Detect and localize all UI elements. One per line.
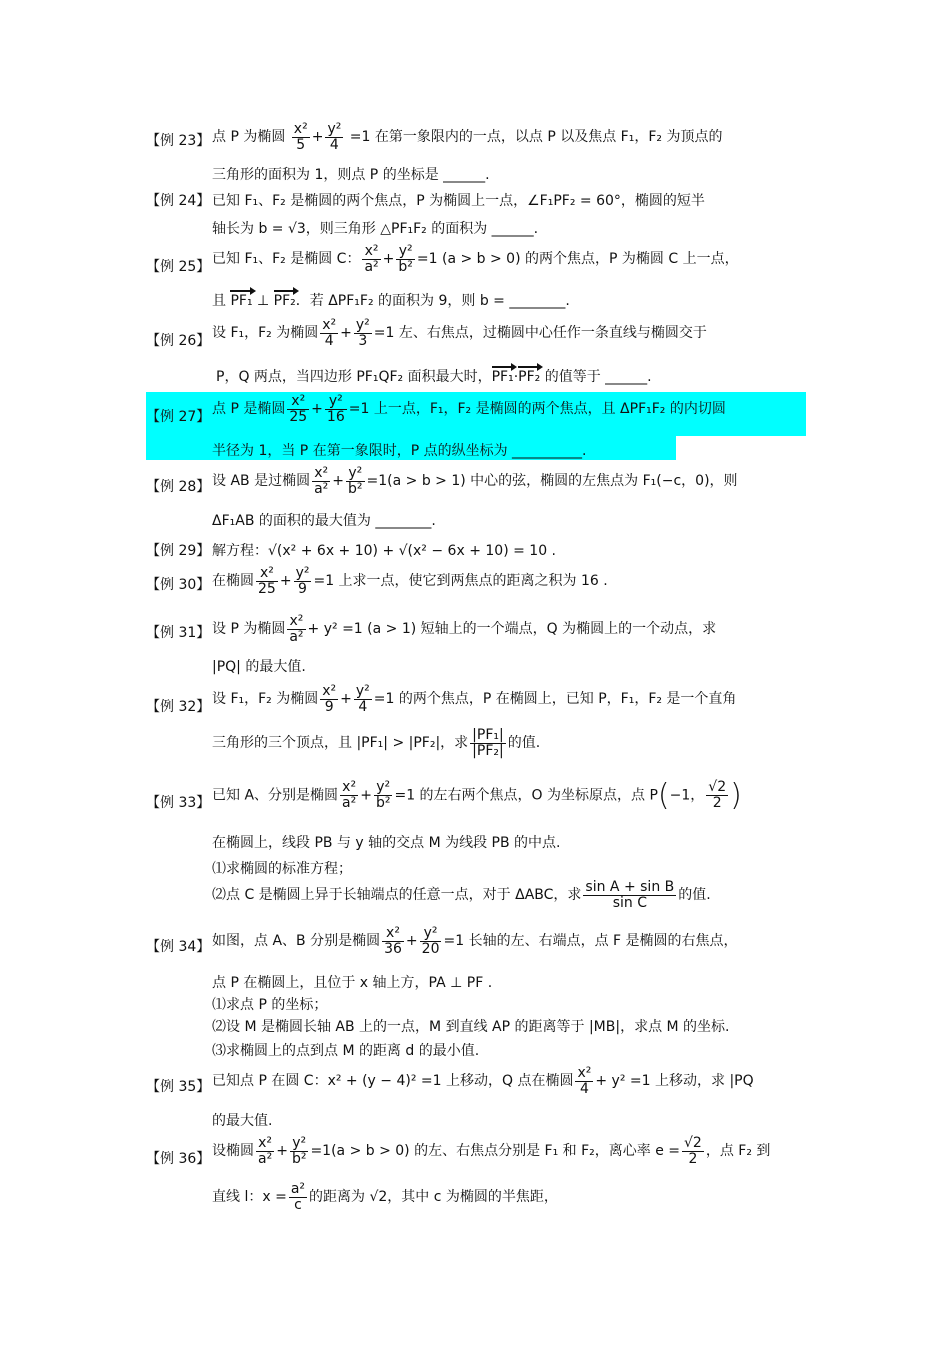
text: ⑴求点 P 的坐标；: [212, 997, 328, 1013]
fraction: $\frac{\text{y²}}{9}$: [295, 565, 310, 597]
fraction: $\frac{\text{y²}}{3}$: [355, 317, 370, 349]
text: ΔF₁AB 的面积的最大值为 ________.: [212, 513, 436, 529]
fraction: $\frac{\text{y²}}{\text{b²}}$: [291, 1135, 307, 1167]
problem-label: 【例 23】: [146, 133, 211, 149]
text: ⑵设 M 是椭圆长轴 AB 上的一点，M 到直线 AP 的距离等于 |MB|，求点 M 的坐标.: [212, 1019, 730, 1035]
problem-label: 【例 32】: [146, 699, 211, 715]
text: ⑴求椭圆的标准方程；: [212, 861, 352, 877]
vector: PF₁: [492, 366, 514, 385]
fraction: $\frac{\text{x²}}{25}$: [289, 393, 308, 425]
fraction: $\frac{\text{sin A + sin B}}{\text{sin C}}$: [585, 879, 675, 911]
text: ⑶求椭圆上的点到点 M 的距离 d 的最小值.: [212, 1043, 480, 1059]
fraction: $\frac{\text{y²}}{\text{b²}}$: [375, 779, 391, 811]
fraction: $\frac{√2}{2}$: [684, 1135, 702, 1167]
text: 点 P 在椭圆上，且位于 x 轴上方，PA ⊥ PF .: [212, 975, 493, 991]
vector: PF₂: [518, 366, 540, 385]
problem-label: 【例 36】: [146, 1151, 211, 1167]
problem-label: 【例 25】: [146, 259, 211, 275]
fraction: $\frac{\text{y²}}{\text{b²}}$: [348, 465, 363, 497]
fraction: $\frac{\text{x²}}{\text{a²}}$: [364, 243, 379, 275]
fraction: $\frac{\text{|PF₁|}}{\text{|PF₂|}}$: [472, 727, 504, 759]
fraction: $\frac{\text{x²}}{\text{a²}}$: [314, 465, 329, 497]
fraction: $\frac{\text{x²}}{5}$: [293, 121, 308, 153]
fraction: $\frac{\text{y²}}{16}$: [326, 393, 345, 425]
problem-label: 【例 27】: [146, 409, 211, 425]
text: 三角形的面积为 1，则点 P 的坐标是 ______.: [212, 167, 490, 183]
fraction: $\frac{\text{x²}}{4}$: [322, 317, 337, 349]
text: 解方程：√(x² + 6x + 10) + √(x² − 6x + 10) = 10 .: [212, 543, 556, 559]
text: 的最大值.: [212, 1113, 273, 1129]
fraction: $\frac{\text{x²}}{25}$: [258, 565, 276, 597]
fraction: $\frac{\text{y²}}{\text{b²}}$: [398, 243, 413, 275]
vector: PF₁: [230, 290, 252, 309]
problem-label: 【例 35】: [146, 1079, 211, 1095]
fraction: $\frac{\text{a²}}{c}$: [290, 1181, 306, 1213]
text: 已知 F₁、F₂ 是椭圆的两个焦点，P 为椭圆上一点，∠F₁PF₂ = 60°，椭圆的短半: [212, 193, 705, 209]
fraction: $\frac{\text{y²}}{4}$: [327, 121, 342, 153]
fraction: $\frac{\text{x²}}{36}$: [384, 925, 402, 957]
problem-label: 【例 28】: [146, 479, 211, 495]
fraction: $\frac{\text{x²}}{4}$: [577, 1065, 592, 1097]
fraction: $\frac{\text{y²}}{4}$: [355, 683, 370, 715]
problem-label: 【例 30】: [146, 577, 211, 593]
problem-label: 【例 26】: [146, 333, 211, 349]
problem-label: 【例 31】: [146, 625, 211, 641]
text: 在椭圆上，线段 PB 与 y 轴的交点 M 为线段 PB 的中点.: [212, 835, 561, 851]
vector: PF₂: [274, 290, 296, 309]
text: =1 在第一象限内的一点，以点 P 以及焦点 F₁，F₂ 为顶点的: [349, 129, 723, 146]
text: 点 P 为椭圆: [212, 129, 286, 146]
problem-label: 【例 34】: [146, 939, 211, 955]
problem-label: 【例 33】: [146, 795, 211, 811]
fraction: $\frac{\text{x²}}{\text{a²}}$: [289, 613, 304, 645]
text: 半径为 1，当 P 在第一象限时，P 点的纵坐标为 __________.: [212, 443, 587, 459]
text: 轴长为 b = √3，则三角形 △PF₁F₂ 的面积为 ______.: [212, 221, 539, 237]
text: |PQ| 的最大值.: [212, 659, 306, 675]
fraction: $\frac{√2}{2}$: [708, 779, 727, 811]
fraction: $\frac{\text{y²}}{20}$: [421, 925, 440, 957]
fraction: $\frac{\text{x²}}{\text{a²}}$: [258, 1135, 273, 1167]
fraction: $\frac{\text{x²}}{9}$: [322, 683, 337, 715]
problem-label: 【例 29】: [146, 543, 211, 559]
problem-label: 【例 24】: [146, 193, 211, 209]
fraction: $\frac{\text{x²}}{\text{a²}}$: [342, 779, 357, 811]
